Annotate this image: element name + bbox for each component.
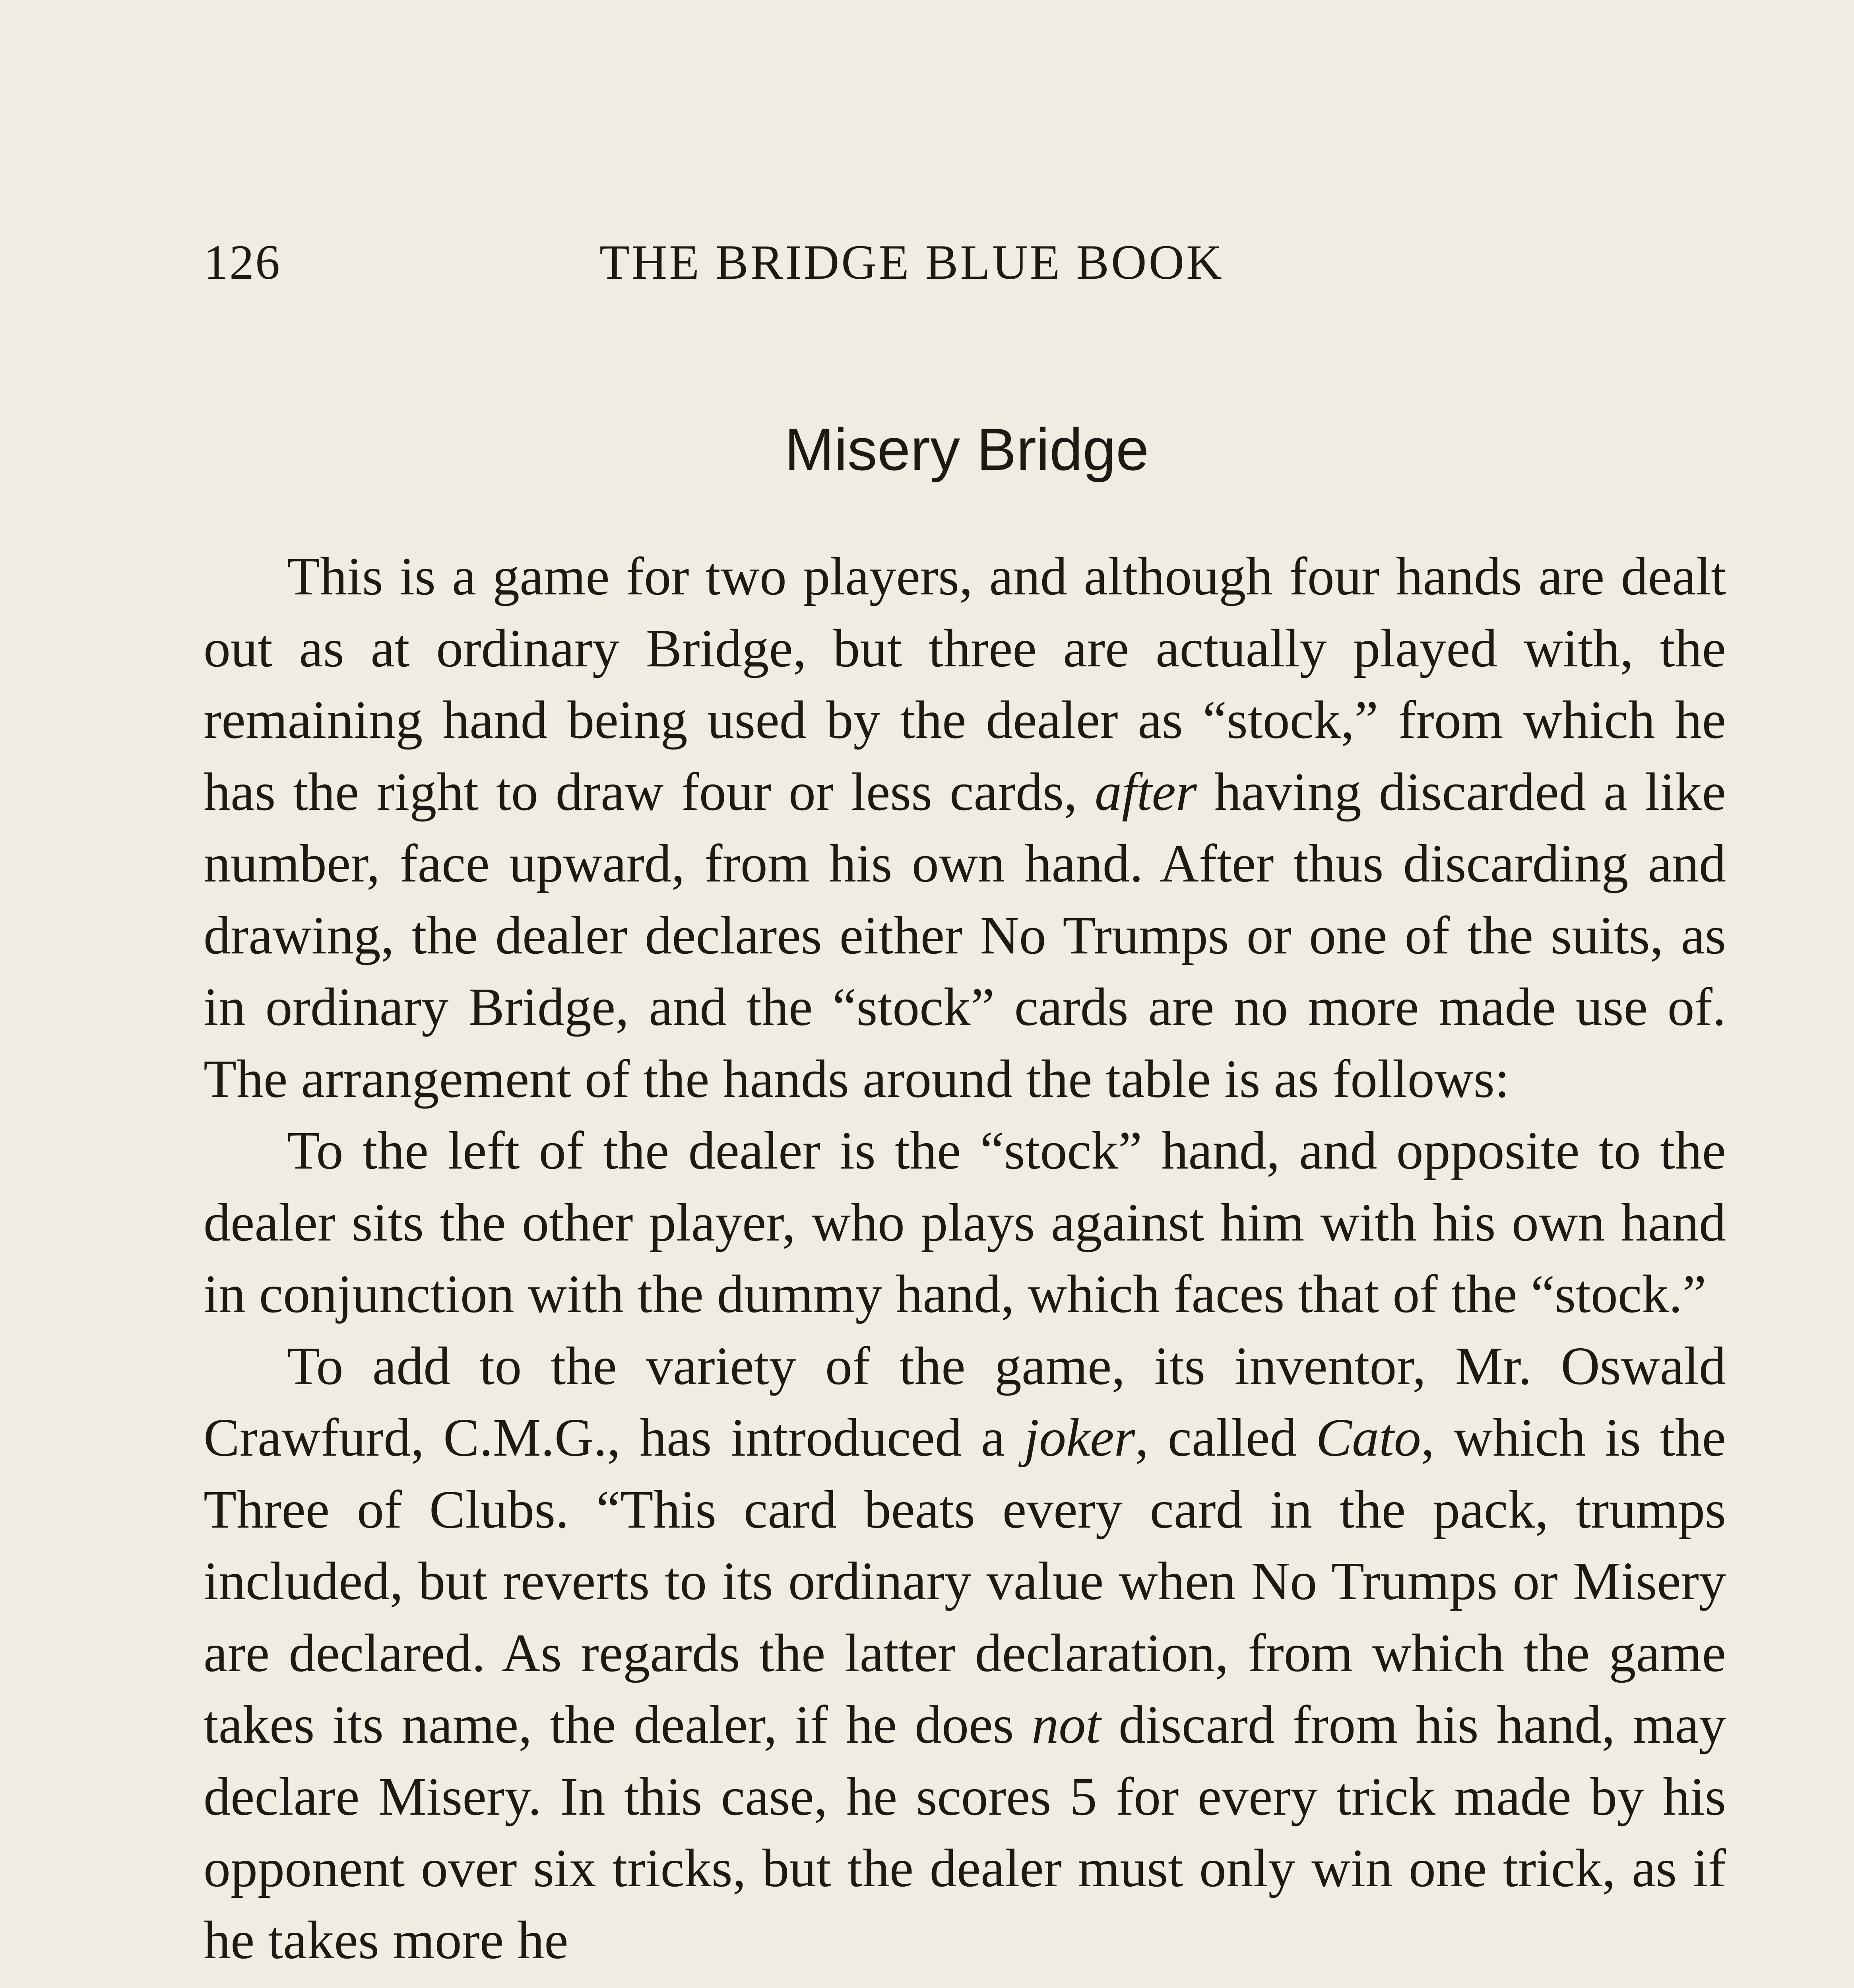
page-number: 126	[204, 235, 281, 289]
italic-text: after	[1094, 762, 1197, 822]
text-run: This is a game for two players, and although four hands are dealt out as at ordinary Bridge, but three are actually played with, the remaining hand being used by the dealer as “stock,” from which he has the right to draw four or less cards,	[204, 547, 1726, 822]
paragraph	[204, 1330, 1726, 1976]
text-run: To add to the variety of the game, its inventor, Mr. Oswald Crawfurd, C.M.G., has introduced a	[204, 1336, 1726, 1468]
paragraph: To the left of the dealer is the “stock” hand, and opposite to the dealer sits the other player, who plays against him with his own hand in conjunction with the dummy hand, which faces that of the “stock.”	[204, 1121, 1726, 1324]
main-text	[204, 541, 1726, 1976]
running-head	[204, 223, 1332, 302]
text-run: discard from his hand, may declare Misery. In this case, he scores 5 for every trick made by his opponent over six tricks, but the dealer must only win one trick, as if he takes more he	[204, 1695, 1726, 1970]
book-title: THE BRIDGE BLUE BOOK	[599, 235, 1224, 289]
text-run: , which is the Three of Clubs. “This card beats every card in the pack, trumps included, but reverts to its ordinary value when No Trumps or Misery are declared. As regards the latter declaration, from which the game takes its name, the dealer, if he does	[204, 1408, 1726, 1755]
text-run: , called	[1135, 1408, 1316, 1468]
paragraph	[204, 541, 1726, 1115]
italic-text: not	[1032, 1695, 1101, 1755]
italic-text: Cato	[1316, 1408, 1421, 1468]
section-title: Misery Bridge	[784, 416, 1149, 483]
text-run: having discarded a like number, face upward, from his own hand. After thus discarding and drawing, the dealer declares either No Trumps or one of the suits, as in ordinary Bridge, and the “stock” cards are no more made use of. The arrangement of the hands around the table is as follows:	[204, 762, 1726, 1109]
italic-text: joker	[1024, 1408, 1135, 1468]
